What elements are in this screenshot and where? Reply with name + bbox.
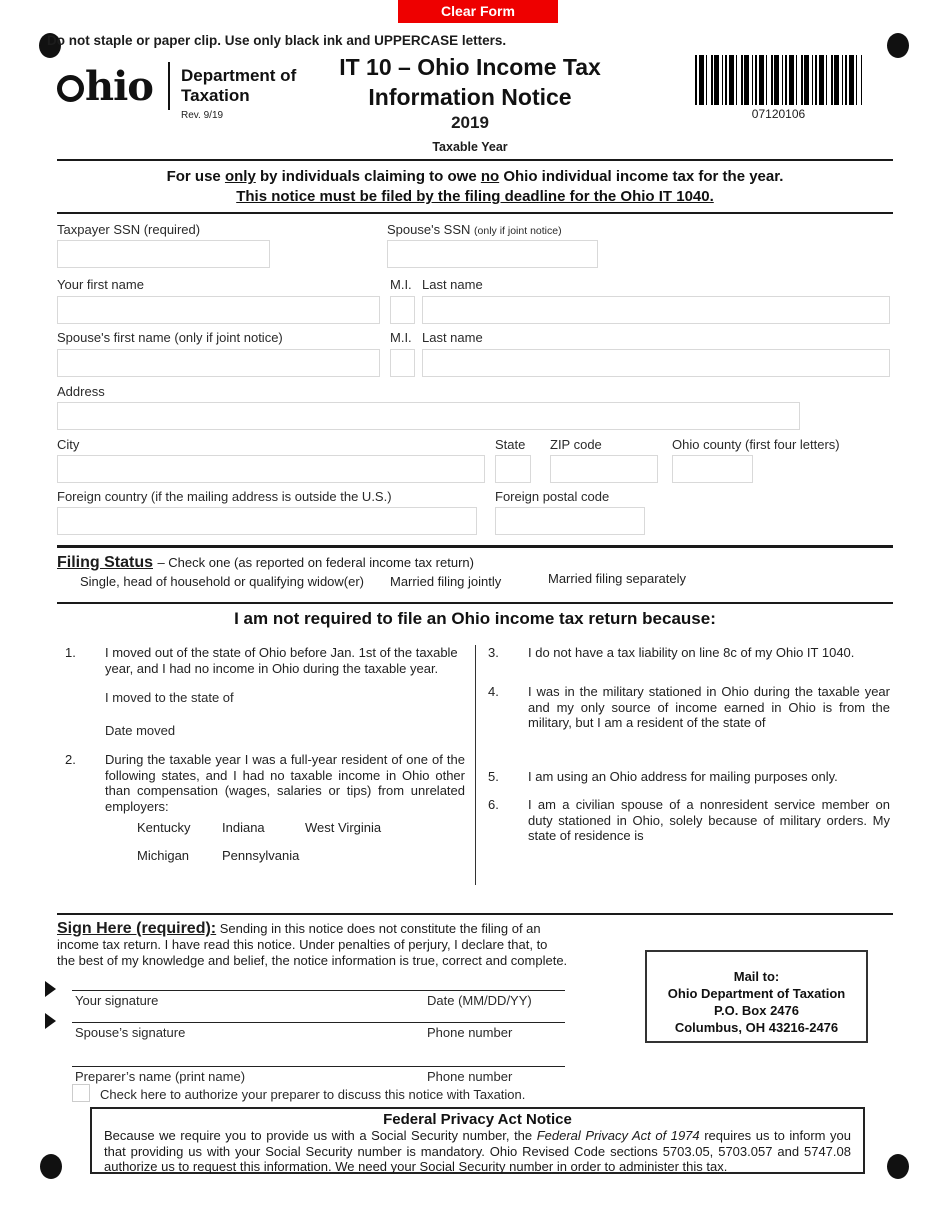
first-name-input[interactable]	[57, 296, 380, 324]
reason-item-4	[488, 684, 890, 731]
your-signature-label: Your signature	[75, 993, 159, 1008]
privacy-body-post: requires us to inform you that providing us with your Social Security number is mandatory. Ohio Revised Code sections 5703.05, 5703.057 and 5747.08 authorize us to request this information. We need your Social Security number in order to administer this tax.	[104, 1128, 851, 1174]
mail-to-line3: P.O. Box 2476	[713, 1003, 800, 1018]
filing-status-header	[57, 554, 474, 572]
reasons-heading: I am not required to file an Ohio income tax return because:	[234, 609, 716, 628]
form-title-line2: Information Notice	[368, 84, 572, 110]
preparer-name-line[interactable]	[72, 1066, 565, 1067]
reason-item-5	[488, 769, 890, 785]
phone-number-label: Phone number	[427, 1025, 513, 1040]
filing-status-title: Filing Status	[57, 554, 153, 571]
sign-here-body: Sending in this notice does not constitute the filing of an income tax return. I have read this notice. Under penalties of perjury, I declare that, to the best of my knowledge and belief, the notice information is true, correct and complete.	[57, 921, 568, 968]
date-label: Date (MM/DD/YY)	[427, 993, 532, 1008]
form-title	[280, 52, 660, 112]
filing-status-subtitle: – Check one (as reported on federal income tax return)	[157, 555, 474, 570]
your-signature-line[interactable]	[72, 990, 565, 991]
sign-here-title: Sign Here (required):	[57, 920, 217, 937]
zip-label: ZIP code	[550, 437, 602, 452]
mi-label: M.I.	[390, 277, 412, 292]
usage-notice-line2: This notice must be filed by the filing deadline for the Ohio IT 1040.	[236, 188, 714, 205]
mail-to-label: Mail to:	[733, 969, 780, 984]
foreign-country-input[interactable]	[57, 507, 477, 535]
date-moved-label: Date moved	[105, 723, 176, 738]
mail-to-line2: Ohio Department of Taxation	[667, 986, 846, 1001]
spouse-signature-label: Spouse’s signature	[75, 1025, 186, 1040]
first-name-label: Your first name	[57, 277, 144, 292]
ohio-logo-o-icon	[57, 75, 84, 102]
ohio-logo-text: hio	[85, 63, 153, 110]
punch-hole-top-right	[887, 33, 909, 58]
spouse-ssn-input[interactable]	[387, 240, 598, 268]
filing-option-married-jointly[interactable]: Married filing jointly	[390, 574, 502, 589]
usage-post: Ohio individual income tax for the year.	[499, 168, 784, 185]
reason-5-number: 5.	[488, 769, 499, 784]
usage-only: only	[224, 168, 256, 185]
reason-6-text: I am a civilian spouse of a nonresident service member on duty stationed in Ohio, solely because of military orders. My state of residence is	[528, 797, 890, 843]
column-divider	[475, 645, 476, 885]
preparer-name-label: Preparer’s name (print name)	[75, 1069, 246, 1084]
ohio-logo	[57, 63, 153, 110]
divider-thick	[57, 545, 893, 548]
reason-item-1	[65, 645, 465, 676]
filing-option-single[interactable]: Single, head of household or qualifying widow(er)	[80, 574, 365, 589]
reason-4-text: I was in the military stationed in Ohio during the taxable year and my only source of income earned in Ohio is from the military, but I am a resident of the state of	[528, 684, 890, 730]
usage-pre: For use	[166, 168, 225, 185]
spouse-last-name-label: Last name	[422, 330, 483, 345]
revision-label: Rev. 9/19	[181, 110, 224, 121]
state-option-michigan[interactable]: Michigan	[137, 848, 190, 863]
reason-item-6	[488, 797, 890, 844]
department-line1: Department of	[181, 66, 297, 85]
last-name-input[interactable]	[422, 296, 890, 324]
signature-arrow-icon	[45, 1013, 56, 1029]
spouse-first-name-input[interactable]	[57, 349, 380, 377]
reason-1-text: I moved out of the state of Ohio before Jan. 1st of the taxable year, and I had no income in Ohio during the taxable year.	[105, 645, 458, 676]
moved-to-state-label: I moved to the state of	[105, 690, 234, 705]
reason-5-text: I am using an Ohio address for mailing purposes only.	[528, 769, 838, 784]
spouse-first-name-label: Spouse's first name (only if joint notice)	[57, 330, 283, 345]
privacy-body-act-name: Federal Privacy Act of 1974	[536, 1128, 700, 1143]
address-label: Address	[57, 384, 105, 399]
spouse-signature-line[interactable]	[72, 1022, 565, 1023]
address-input[interactable]	[57, 402, 800, 430]
spouse-ssn-label-main: Spouse's SSN	[387, 222, 471, 237]
privacy-notice-box	[90, 1107, 865, 1174]
county-input[interactable]	[672, 455, 753, 483]
divider	[57, 159, 893, 161]
city-label: City	[57, 437, 80, 452]
punch-hole-bottom-right	[887, 1154, 909, 1179]
preparer-phone-label: Phone number	[427, 1069, 513, 1084]
usage-no: no	[480, 168, 500, 185]
staple-instruction: Do not staple or paper clip. Use only black ink and UPPERCASE letters.	[47, 33, 507, 48]
usage-mid: by individuals claiming to owe	[255, 168, 481, 185]
reason-3-text: I do not have a tax liability on line 8c of my Ohio IT 1040.	[528, 645, 855, 660]
mi-input[interactable]	[390, 296, 415, 324]
sign-here-block	[57, 921, 569, 969]
state-label: State	[495, 437, 526, 452]
logo-divider	[168, 62, 170, 110]
barcode	[695, 55, 862, 105]
reason-3-number: 3.	[488, 645, 499, 660]
foreign-postal-label: Foreign postal code	[495, 489, 610, 504]
state-option-pennsylvania[interactable]: Pennsylvania	[222, 848, 300, 863]
state-option-kentucky[interactable]: Kentucky	[137, 820, 191, 835]
signature-arrow-icon	[45, 981, 56, 997]
taxpayer-ssn-input[interactable]	[57, 240, 270, 268]
authorize-preparer-checkbox[interactable]	[72, 1084, 90, 1102]
reason-6-number: 6.	[488, 797, 499, 812]
state-option-indiana[interactable]: Indiana	[222, 820, 265, 835]
privacy-body-pre: Because we require you to provide us with a Social Security number, the	[104, 1128, 537, 1143]
authorize-preparer-label: Check here to authorize your preparer to discuss this notice with Taxation.	[100, 1087, 526, 1102]
spouse-last-name-input[interactable]	[422, 349, 890, 377]
mail-to-box	[645, 950, 868, 1043]
spouse-ssn-label-note: (only if joint notice)	[474, 225, 562, 237]
clear-form-button[interactable]: Clear Form	[398, 0, 558, 23]
divider	[57, 913, 893, 915]
punch-hole-bottom-left	[40, 1154, 62, 1179]
usage-notice-line1	[57, 168, 893, 185]
reason-item-2	[65, 752, 465, 814]
zip-input[interactable]	[550, 455, 658, 483]
privacy-notice-title: Federal Privacy Act Notice	[383, 1111, 572, 1128]
reason-2-number: 2.	[65, 752, 76, 767]
city-input[interactable]	[57, 455, 485, 483]
reason-4-number: 4.	[488, 684, 499, 699]
spouse-mi-input[interactable]	[390, 349, 415, 377]
mail-to-line4: Columbus, OH 43216-2476	[674, 1020, 839, 1035]
state-input[interactable]	[495, 455, 531, 483]
foreign-postal-input[interactable]	[495, 507, 645, 535]
divider	[57, 212, 893, 214]
spouse-mi-label: M.I.	[390, 330, 412, 345]
department-line2: Taxation	[181, 86, 250, 105]
reason-1-number: 1.	[65, 645, 76, 660]
last-name-label: Last name	[422, 277, 483, 292]
form-title-line1: IT 10 – Ohio Income Tax	[339, 54, 601, 80]
state-option-west-virginia[interactable]: West Virginia	[305, 820, 382, 835]
privacy-notice-body	[104, 1128, 851, 1175]
reason-item-3	[488, 645, 890, 661]
taxable-year-label: Taxable Year	[432, 140, 508, 154]
tax-year: 2019	[451, 113, 489, 132]
spouse-ssn-label	[387, 222, 562, 237]
filing-option-married-separately[interactable]: Married filing separately	[548, 571, 687, 586]
foreign-country-label: Foreign country (if the mailing address is outside the U.S.)	[57, 489, 392, 504]
divider	[57, 602, 893, 604]
department-name	[181, 66, 296, 106]
reason-2-text: During the taxable year I was a full-year resident of one of the following states, and I had no taxable income in Ohio other than compensation (wages, salaries or tips) from unrelated employers:	[105, 752, 465, 814]
barcode-number: 07120106	[751, 107, 806, 121]
county-label: Ohio county (first four letters)	[672, 437, 840, 452]
taxpayer-ssn-label: Taxpayer SSN (required)	[57, 222, 201, 237]
